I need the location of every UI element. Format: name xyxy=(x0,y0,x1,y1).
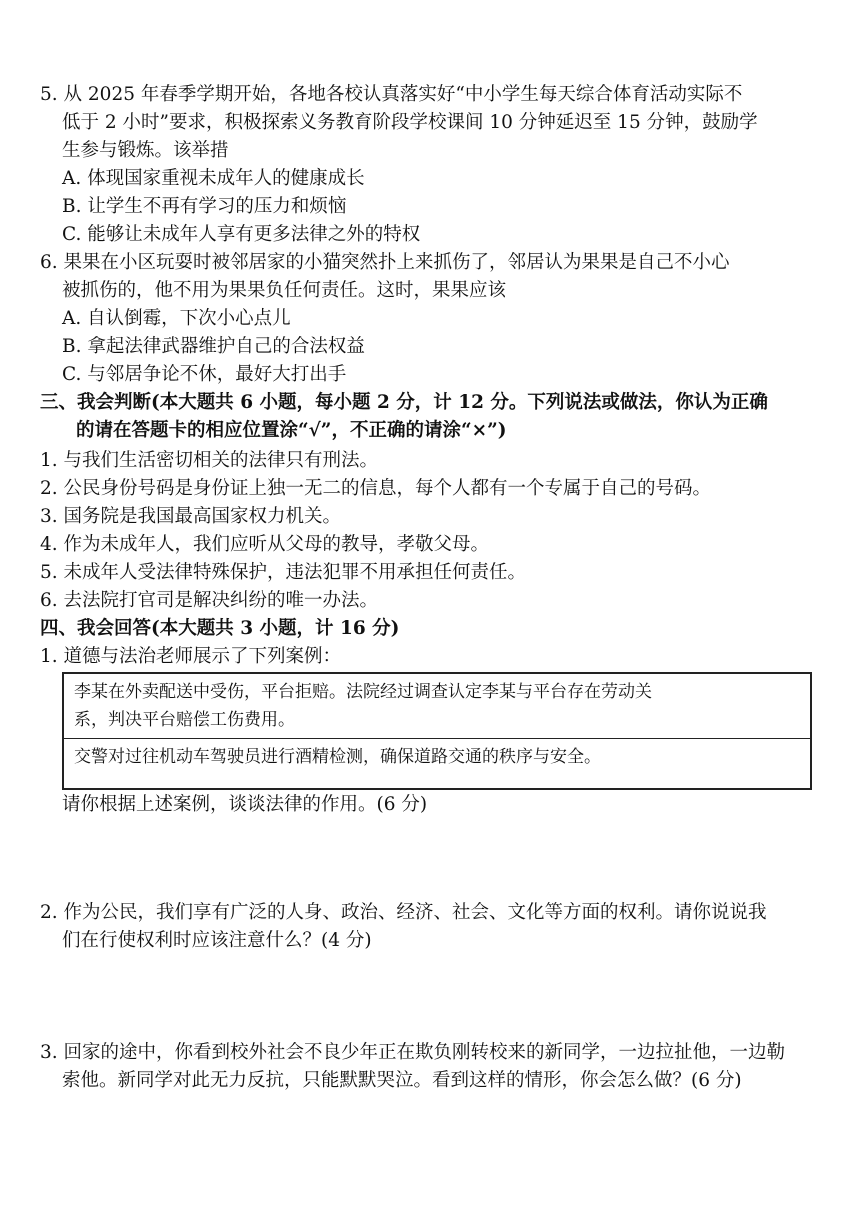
q3-line2: 索他。新同学对此无力反抗，只能默默哭泣。看到这样的情形，你会怎么做？(6 分) xyxy=(62,1070,742,1091)
q6-option-b: B. 拿起法律武器维护自己的合法权益 xyxy=(62,336,365,357)
section3-heading-line1: 三、我会判断(本大题共 6 小题，每小题 2 分，计 12 分。下列说法或做法，你认为正确 xyxy=(40,392,768,413)
judge-item-1: 1. 与我们生活密切相关的法律只有刑法。 xyxy=(40,450,379,471)
section4-heading: 四、我会回答(本大题共 3 小题，计 16 分) xyxy=(40,618,400,639)
q2-line2: 们在行使权利时应该注意什么？(4 分) xyxy=(62,930,372,951)
q1-question: 请你根据上述案例，谈谈法律的作用。(6 分) xyxy=(62,794,428,815)
q6-stem-line1: 6. 果果在小区玩耍时被邻居家的小猫突然扑上来抓伤了，邻居认为果果是自己不小心 xyxy=(40,252,730,273)
q3-line1: 3. 回家的途中，你看到校外社会不良少年正在欺负刚转校来的新同学，一边拉扯他，一边勒 xyxy=(40,1042,786,1063)
q1-intro: 1. 道德与法治老师展示了下列案例： xyxy=(40,646,342,667)
q5-stem-line3: 生参与锻炼。该举措 xyxy=(62,140,229,161)
q5-option-a: A. 体现国家重视未成年人的健康成长 xyxy=(62,168,365,189)
judge-item-3: 3. 国务院是我国最高国家权力机关。 xyxy=(40,506,342,527)
q5-option-c: C. 能够让未成年人享有更多法律之外的特权 xyxy=(62,224,421,245)
q6-option-c: C. 与邻居争论不休，最好大打出手 xyxy=(62,364,347,385)
judge-item-2: 2. 公民身份号码是身份证上独一无二的信息，每个人都有一个专属于自己的号码。 xyxy=(40,478,712,499)
case-1-line2: 系，判决平台赔偿工伤费用。 xyxy=(74,710,295,730)
case-1-line1: 李某在外卖配送中受伤，平台拒赔。法院经过调查认定李某与平台存在劳动关 xyxy=(74,682,652,702)
q5-option-b: B. 让学生不再有学习的压力和烦恼 xyxy=(62,196,347,217)
q2-line1: 2. 作为公民，我们享有广泛的人身、政治、经济、社会、文化等方面的权利。请你说说我 xyxy=(40,902,767,923)
q6-stem-line2: 被抓伤的，他不用为果果负任何责任。这时，果果应该 xyxy=(62,280,507,301)
case-2: 交警对过往机动车驾驶员进行酒精检测，确保道路交通的秩序与安全。 xyxy=(74,747,601,767)
judge-item-6: 6. 去法院打官司是解决纠纷的唯一办法。 xyxy=(40,590,379,611)
case-box xyxy=(62,672,812,790)
case-1 xyxy=(64,674,810,738)
q5-stem-line2: 低于 2 小时”要求，积极探索义务教育阶段学校课间 10 分钟延迟至 15 分钟，鼓励学 xyxy=(62,112,758,133)
q5-stem-line1: 5. 从 2025 年春季学期开始，各地各校认真落实好“中小学生每天综合体育活动实际不 xyxy=(40,84,743,105)
section3-heading-line2: 的请在答题卡的相应位置涂“√”，不正确的请涂“×”) xyxy=(76,420,507,441)
judge-item-5: 5. 未成年人受法律特殊保护，违法犯罪不用承担任何责任。 xyxy=(40,562,527,583)
judge-item-4: 4. 作为未成年人，我们应听从父母的教导，孝敬父母。 xyxy=(40,534,490,555)
q6-option-a: A. 自认倒霉，下次小心点儿 xyxy=(62,308,291,329)
